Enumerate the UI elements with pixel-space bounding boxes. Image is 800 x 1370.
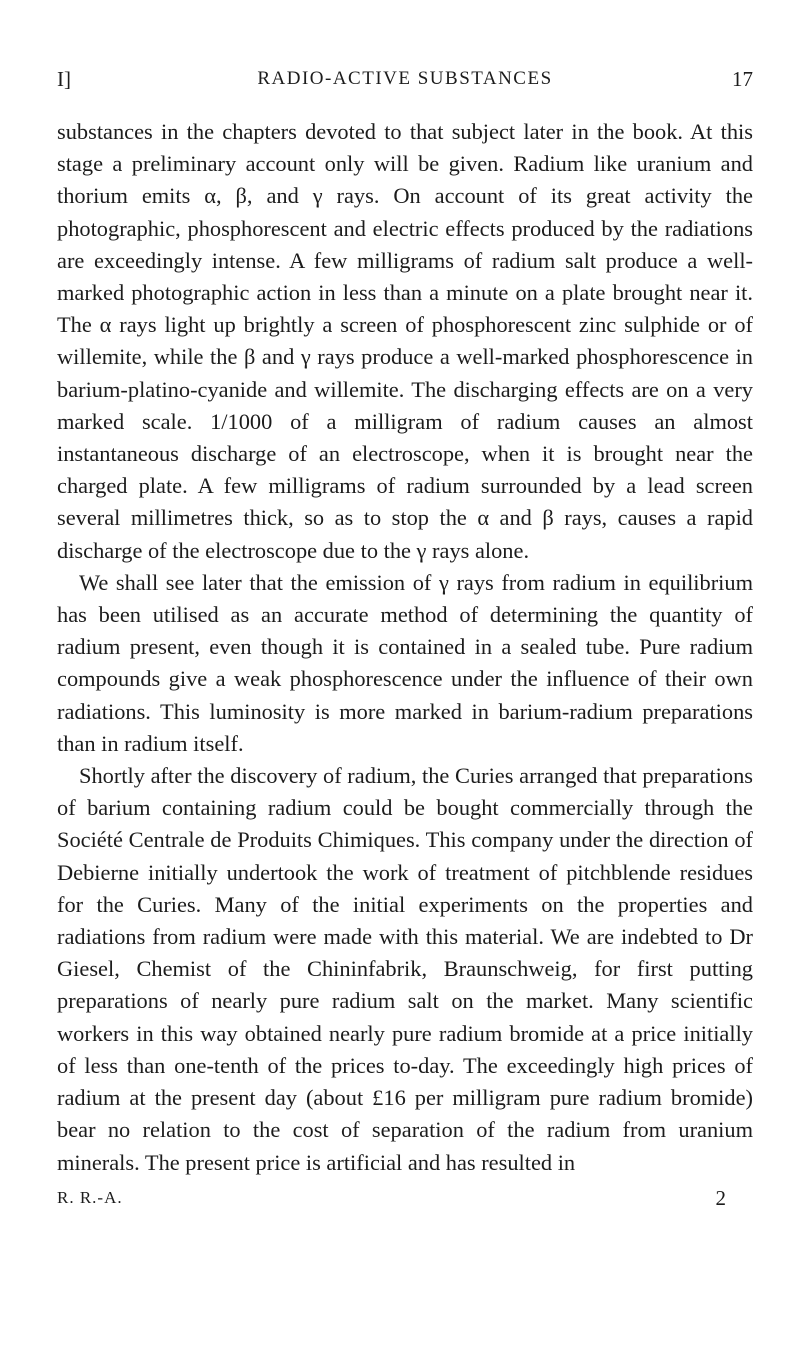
page-number: 17 — [732, 67, 753, 91]
paragraph-3: Shortly after the discovery of radium, the Curies arranged that preparations of barium containing radium could be bought commercially through the Société Centrale de Produits Chimiques. This company under the direction of Debierne initially undertook the work of treatment of pitchblende residues for the Curies. Many of the initial experiments on the properties and radiations from radium were made with this material. We are indebted to Dr Giesel, Chemist of the Chininfabrik, Braunschweig, for first putting preparations of nearly pure radium salt on the market. Many scientific workers in this way obtained nearly pure radium bromide at a price initially of less than one-tenth of the prices to-day. The exceedingly high prices of radium at the present day (about £16 per milligram pure radium bromide) bear no relation to the cost of separation of the radium from uranium minerals. The present price is artificial and has resulted in — [57, 763, 753, 1175]
book-page — [57, 62, 753, 1213]
running-header — [57, 62, 753, 96]
chapter-marker: I] — [57, 67, 71, 91]
signature-number: 2 — [715, 1185, 726, 1210]
body-text — [57, 116, 753, 1179]
running-title: RADIO-ACTIVE SUBSTANCES — [257, 68, 553, 89]
paragraph-1: substances in the chapters devoted to that subject later in the book. At this stage a preliminary account only will be given. Radium like uranium and thorium emits α, β, and γ rays. On account of its great activity the photographic, phosphorescent and electric effects produced by the radiations are exceedingly intense. A few milligrams of radium salt produce a well-marked photographic action in less than a minute on a plate brought near it. The α rays light up brightly a screen of phosphorescent zinc sulphide or of willemite, while the β and γ rays produce a well-marked phosphorescence in barium-platino-cyanide and willemite. The discharging effects are on a very marked scale. 1/1000 of a milligram of radium causes an almost instantaneous discharge of an electroscope, when it is brought near the charged plate. A few milligrams of radium surrounded by a lead screen several millimetres thick, so as to stop the α and β rays, causes a rapid discharge of the electroscope due to the γ rays alone. — [57, 119, 753, 563]
paragraph-2: We shall see later that the emission of γ rays from radium in equilibrium has been utilised as an accurate method of determining the quantity of radium present, even though it is contained in a sealed tube. Pure radium compounds give a weak phosphorescence under the influence of their own radiations. This luminosity is more marked in barium-radium preparations than in radium itself. — [57, 569, 753, 756]
page-footer — [57, 1183, 753, 1213]
signature-mark: R. R.-A. — [57, 1187, 123, 1207]
